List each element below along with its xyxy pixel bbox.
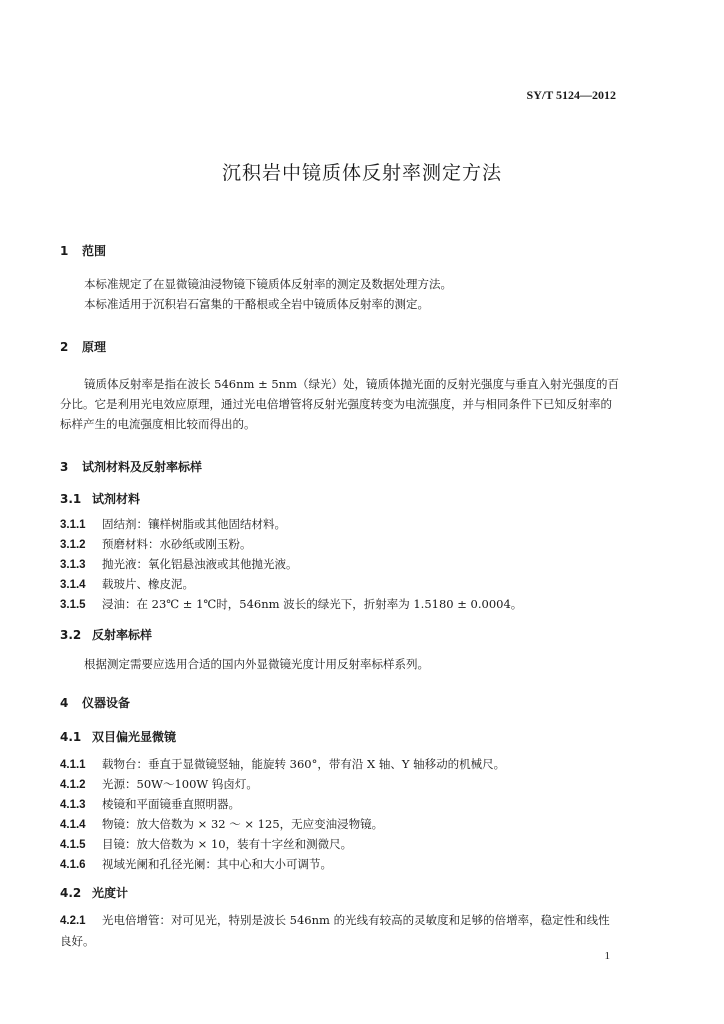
section-title: 光度计 xyxy=(92,886,129,900)
list-item xyxy=(60,796,240,812)
item-number: 4.1.5 xyxy=(60,839,86,851)
list-item xyxy=(60,856,332,872)
list-item xyxy=(60,756,505,772)
section-number: 3.1 xyxy=(60,492,82,506)
item-number: 4.1.3 xyxy=(60,799,86,811)
section-title: 试剂材料及反射率标样 xyxy=(82,460,203,474)
section-title: 范围 xyxy=(82,244,107,258)
item-number: 4.1.1 xyxy=(60,759,86,771)
item-text: 光电倍增管：对可见光，特别是波长 546nm 的光线有较高的灵敏度和足够的倍增率，稳定性和线性良好。 xyxy=(60,913,610,948)
section-number: 2 xyxy=(60,340,69,354)
section-number: 1 xyxy=(60,244,69,258)
item-text: 物镜：放大倍数为 × 32 ～ × 125，无应变油浸物镜。 xyxy=(102,817,384,831)
subsection-4-1-heading xyxy=(60,728,176,745)
item-text: 目镜：放大倍数为 × 10，装有十字丝和测微尺。 xyxy=(102,837,353,851)
item-number: 3.1.2 xyxy=(60,539,86,551)
item-text: 视域光阑和孔径光阑：其中心和大小可调节。 xyxy=(102,857,332,871)
list-item xyxy=(60,556,298,572)
list-item xyxy=(60,836,352,852)
section-number: 4.2 xyxy=(60,886,82,900)
list-item xyxy=(60,516,286,532)
section-4-heading xyxy=(60,694,130,711)
item-number: 4.1.4 xyxy=(60,819,86,831)
item-text: 光源：50W～100W 钨卤灯。 xyxy=(102,777,258,791)
section-title: 双目偏光显微镜 xyxy=(92,730,177,744)
list-item xyxy=(60,596,522,612)
section-number: 3.2 xyxy=(60,628,82,642)
item-number: 4.1.2 xyxy=(60,779,86,791)
page-number: 1 xyxy=(604,950,610,962)
list-item xyxy=(60,910,620,951)
paragraph: 本标准适用于沉积岩石富集的干酪根或全岩中镜质体反射率的测定。 xyxy=(84,297,429,311)
item-text: 浸油：在 23℃ ± 1℃时，546nm 波长的绿光下，折射率为 1.5180 ± 0.0004。 xyxy=(102,597,523,611)
section-1-heading xyxy=(60,242,106,259)
section-title: 试剂材料 xyxy=(92,492,141,506)
item-text: 预磨材料：水砂纸或刚玉粉。 xyxy=(102,537,252,551)
subsection-4-2-heading xyxy=(60,884,128,901)
item-number: 3.1.3 xyxy=(60,559,86,571)
section-title: 反射率标样 xyxy=(92,628,153,642)
section-3-heading xyxy=(60,458,202,475)
list-item xyxy=(60,576,194,592)
document-title: 沉积岩中镜质体反射率测定方法 xyxy=(221,162,502,184)
list-item xyxy=(60,776,258,792)
section-2-heading xyxy=(60,338,106,355)
subsection-3-2-heading xyxy=(60,626,152,643)
section-title: 仪器设备 xyxy=(82,696,131,710)
paragraph: 镜质体反射率是指在波长 546nm ± 5nm（绿光）处，镜质体抛光面的反射光强度与垂直入射光强度的百分比。它是利用光电效应原理，通过光电倍增管将反射光强度转变为电流强度，并与相同条件下已知反射率的标样产生的电流强度相比较而得出的。 xyxy=(60,377,619,431)
list-item xyxy=(60,816,383,832)
item-text: 棱镜和平面镜垂直照明器。 xyxy=(102,797,240,811)
item-number: 3.1.5 xyxy=(60,599,86,611)
item-number: 4.1.6 xyxy=(60,859,86,871)
paragraph: 根据测定需要应选用合适的国内外显微镜光度计用反射率标样系列。 xyxy=(84,657,429,671)
item-text: 固结剂：镶样树脂或其他固结材料。 xyxy=(102,517,286,531)
section-number: 4.1 xyxy=(60,730,82,744)
list-item xyxy=(60,536,252,552)
paragraph: 本标准规定了在显微镜油浸物镜下镜质体反射率的测定及数据处理方法。 xyxy=(84,277,452,291)
subsection-3-1-heading xyxy=(60,490,140,507)
section-title: 原理 xyxy=(82,340,107,354)
section-number: 4 xyxy=(60,696,69,710)
item-number: 3.1.1 xyxy=(60,519,86,531)
item-text: 载玻片、橡皮泥。 xyxy=(102,577,194,591)
section-number: 3 xyxy=(60,460,69,474)
item-number: 4.2.1 xyxy=(60,915,86,927)
item-number: 3.1.4 xyxy=(60,579,86,591)
standard-code: SY/T 5124—2012 xyxy=(526,88,616,102)
item-text: 抛光液：氧化铝悬浊液或其他抛光液。 xyxy=(102,557,298,571)
item-text: 载物台：垂直于显微镜竖轴，能旋转 360°，带有沿 X 轴、Y 轴移动的机械尺。 xyxy=(102,757,506,771)
